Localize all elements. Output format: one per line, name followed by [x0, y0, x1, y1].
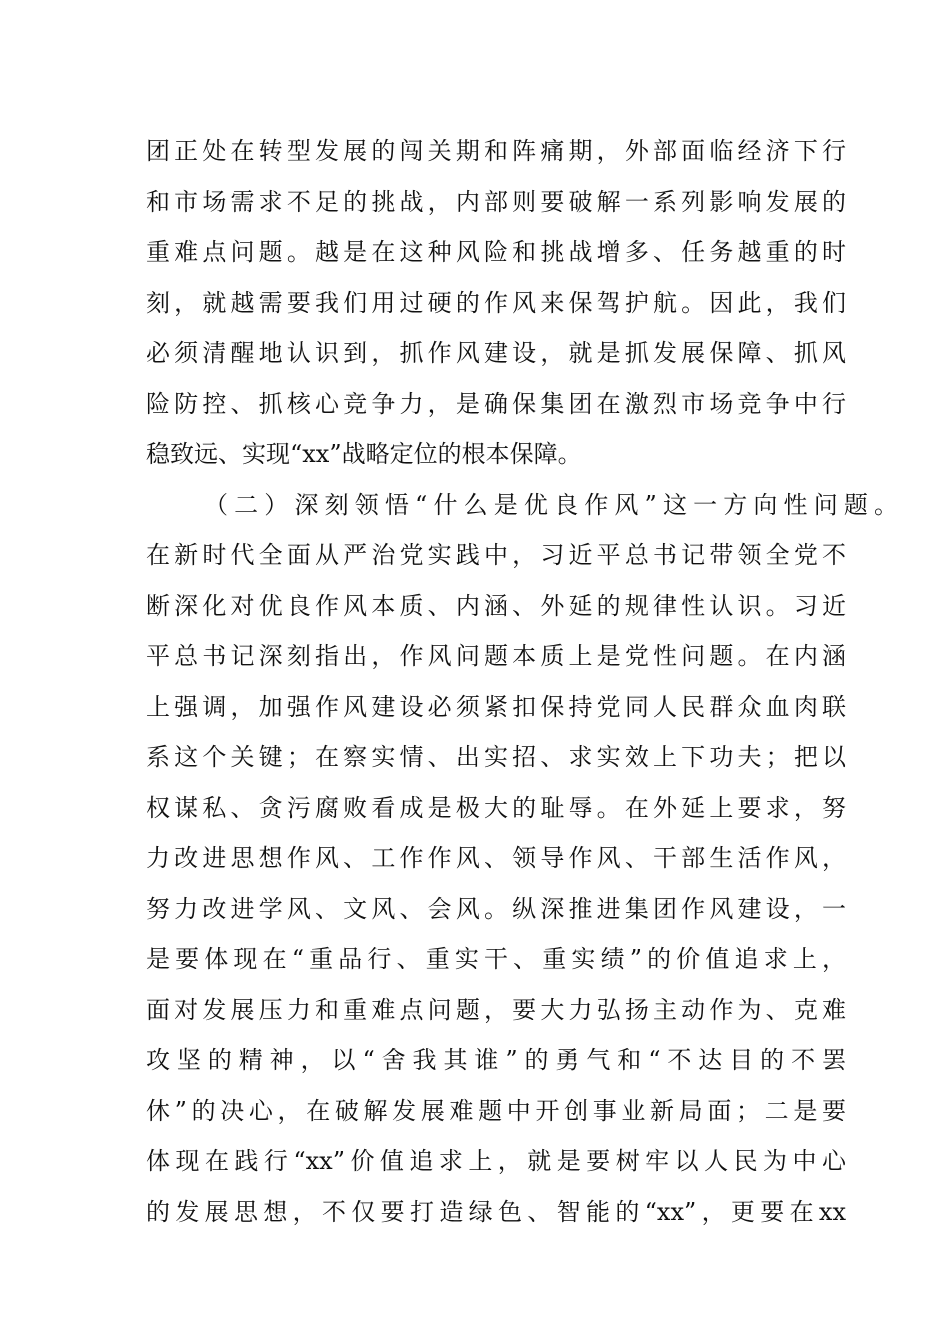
text-line: 刻，就越需要我们用过硬的作风来保驾护航。因此，我们 [146, 288, 846, 317]
text-line: 休”的决心，在破解发展难题中开创事业新局面；二是要 [146, 1096, 846, 1125]
text-line: 在新时代全面从严治党实践中，习近平总书记带领全党不 [146, 541, 846, 569]
paragraph-end-line: 稳致远、实现“xx”战略定位的根本保障。 [146, 440, 582, 468]
text-line: 力改进思想作风、工作作风、领导作风、干部生活作风， [146, 844, 846, 872]
text-line: 系这个关键；在察实情、出实招、求实效上下功夫；把以 [146, 743, 846, 771]
text-line: 必须清醒地认识到，抓作风建设，就是抓发展保障、抓风 [146, 339, 846, 367]
text-line: 上强调，加强作风建设必须紧扣保持党同人民群众血肉联 [146, 692, 846, 721]
text-line: 面对发展压力和重难点问题，要大力弘扬主动作为、克难 [146, 995, 846, 1024]
section-heading-line: （二）深刻领悟“什么是优良作风”这一方向性问题。 [204, 490, 898, 519]
text-line: 重难点问题。越是在这种风险和挑战增多、任务越重的时 [146, 238, 846, 266]
text-line: 团正处在转型发展的闯关期和阵痛期，外部面临经济下行 [146, 137, 846, 165]
text-line: 攻坚的精神，以“舍我其谁”的勇气和“不达目的不罢 [146, 1046, 846, 1074]
text-line: 和市场需求不足的挑战，内部则要破解一系列影响发展的 [146, 187, 846, 216]
body-text [146, 126, 898, 1237]
text-line: 是要体现在“重品行、重实干、重实绩”的价值追求上， [146, 945, 846, 973]
text-line: 努力改进学风、文风、会风。纵深推进集团作风建设，一 [146, 894, 846, 923]
text-line: 险防控、抓核心竞争力，是确保集团在激烈市场竞争中行 [146, 389, 846, 418]
text-line: 断深化对优良作风本质、内涵、外延的规律性认识。习近 [146, 591, 846, 620]
text-line: 权谋私、贪污腐败看成是极大的耻辱。在外延上要求，努 [146, 793, 846, 822]
text-line: 平总书记深刻指出，作风问题本质上是党性问题。在内涵 [146, 642, 846, 670]
text-line: 的发展思想，不仅要打造绿色、智能的“xx”，更要在xx [146, 1197, 846, 1226]
text-line: 体现在践行“xx”价值追求上，就是要树牢以人民为中心 [146, 1147, 846, 1175]
